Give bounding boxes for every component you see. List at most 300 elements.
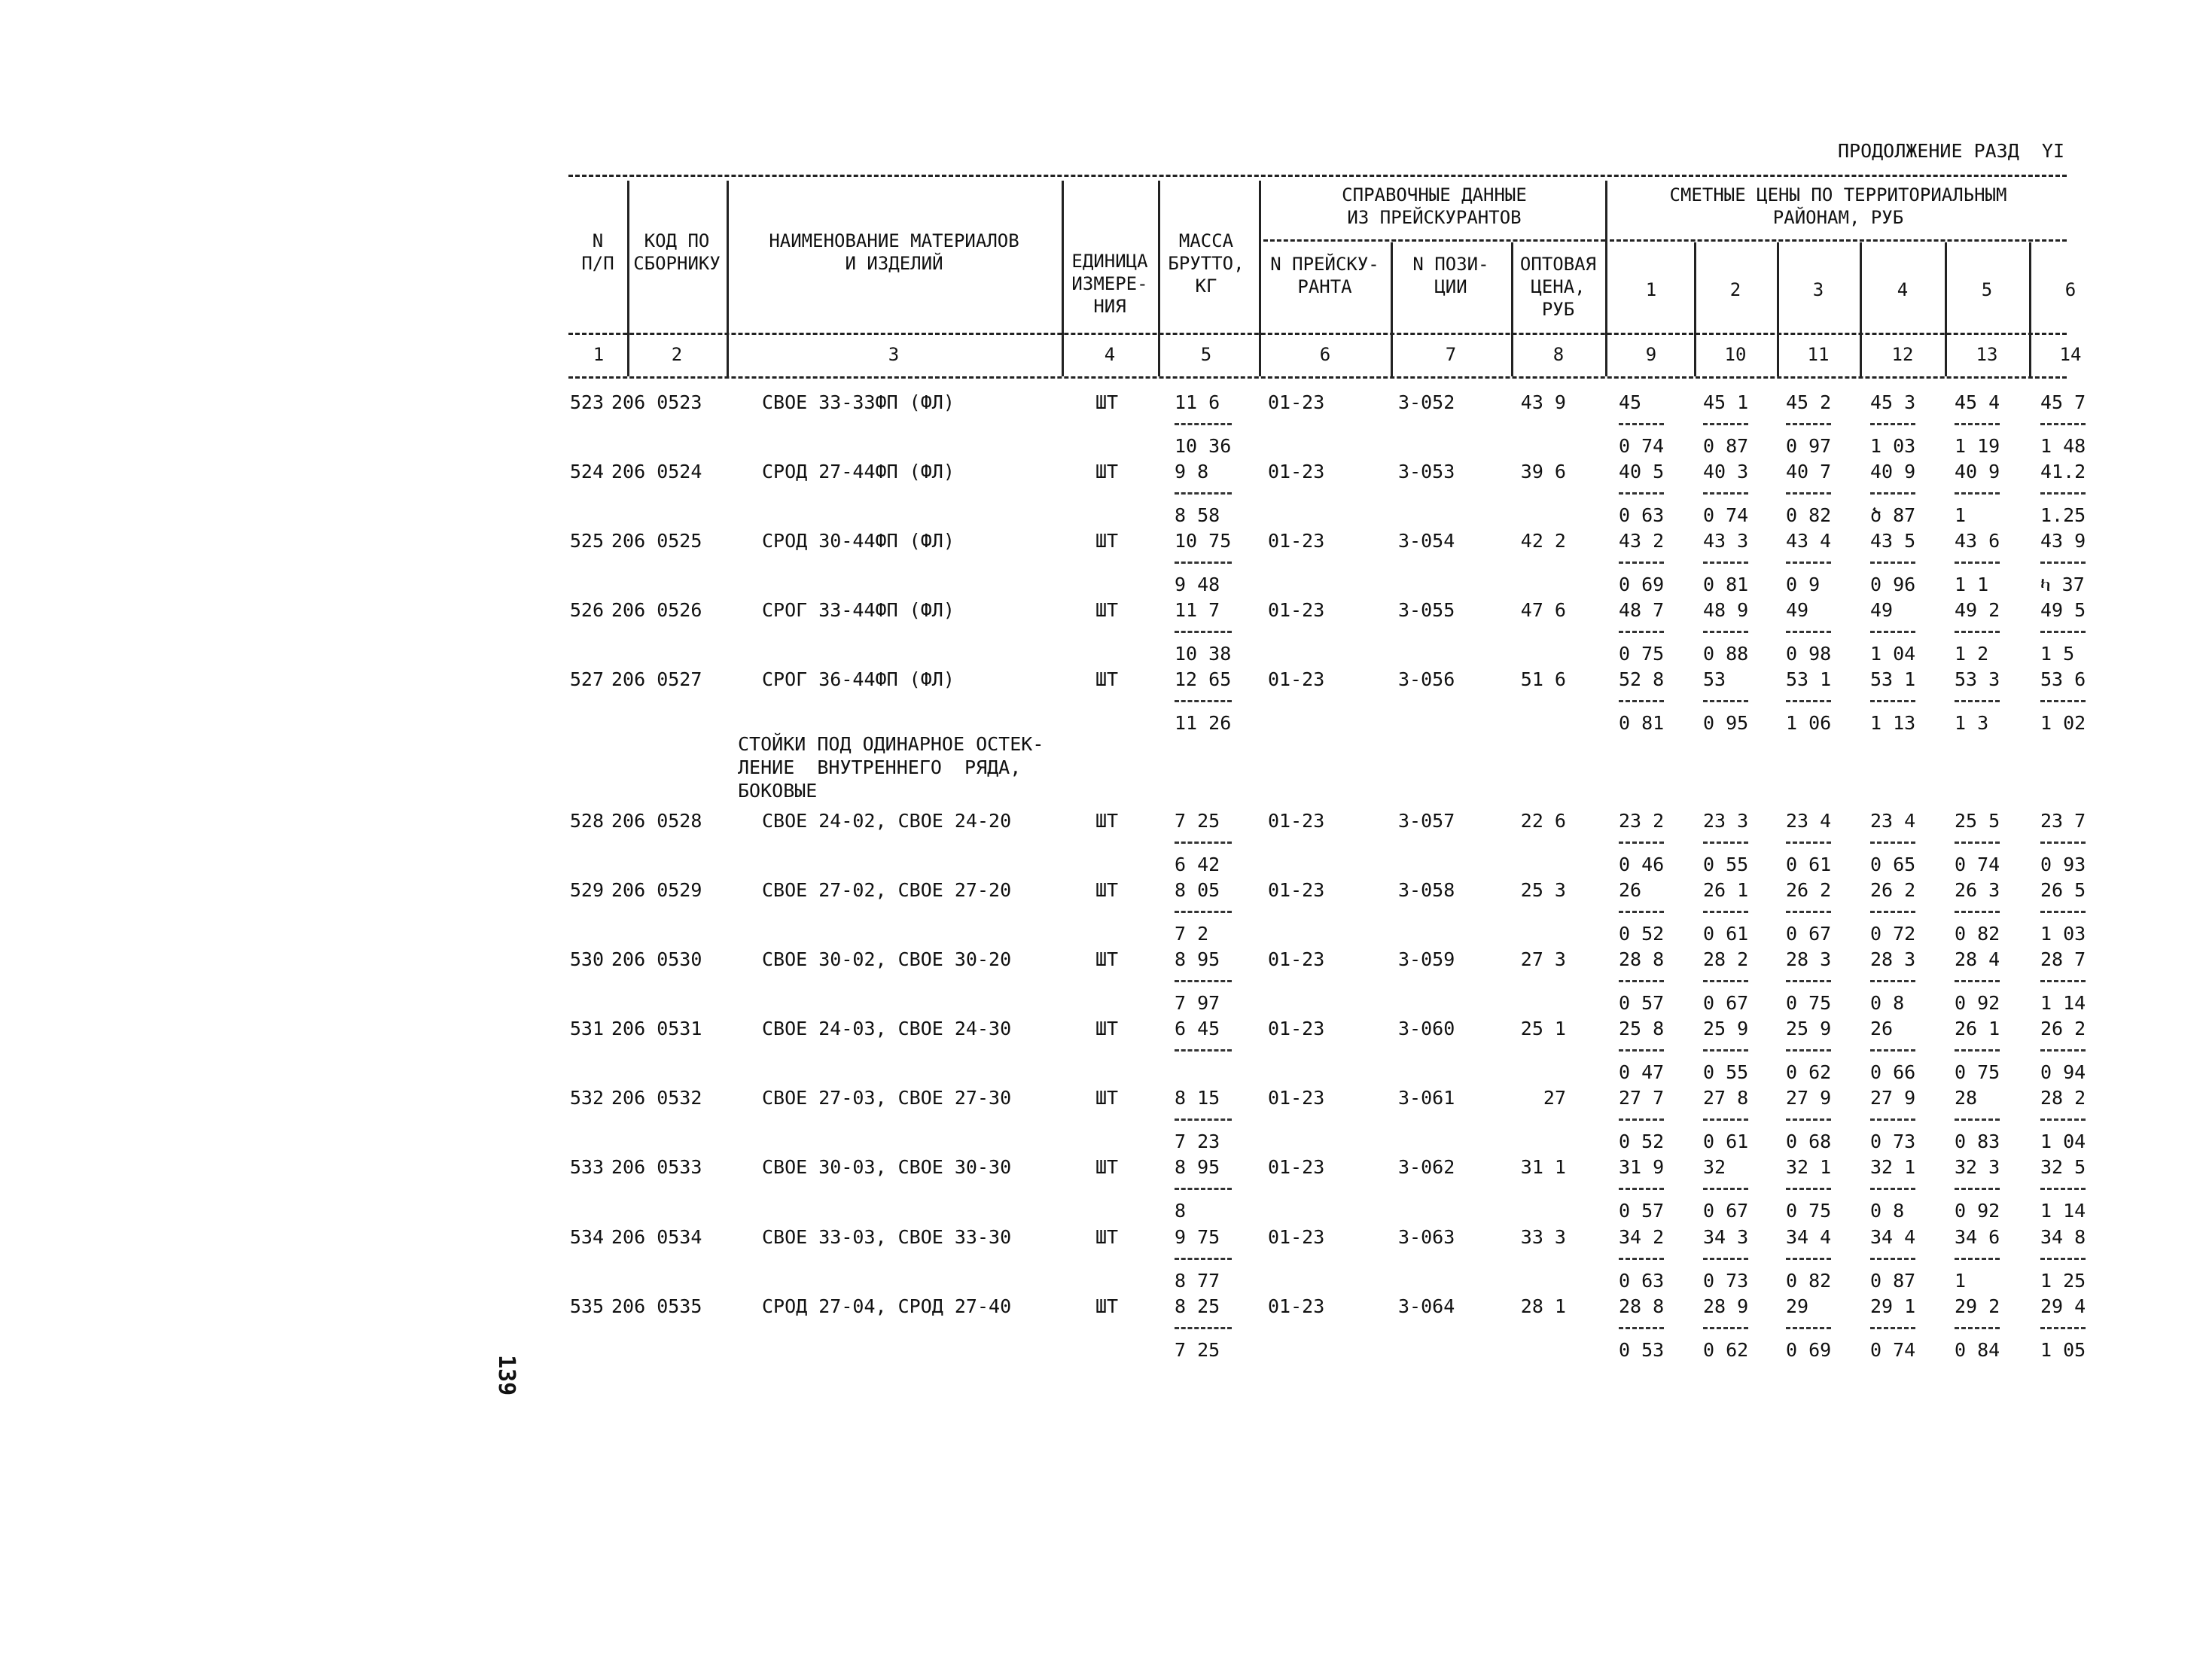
row-number: 523 xyxy=(569,391,604,413)
row-transport-district-5: 0 84 xyxy=(1955,1339,2000,1361)
fraction-bar xyxy=(1619,842,1664,844)
row-position: 3-055 xyxy=(1398,599,1455,621)
row-transport-district-6: 0 94 xyxy=(2040,1061,2086,1083)
fraction-bar xyxy=(1955,700,2000,702)
fraction-bar xyxy=(1786,911,1831,913)
fraction-bar xyxy=(1619,980,1664,982)
fraction-bar xyxy=(1175,1049,1232,1052)
row-position: 3-059 xyxy=(1398,948,1455,970)
row-transport-district-3: 0 67 xyxy=(1786,923,1832,945)
row-number: 533 xyxy=(569,1156,604,1178)
fraction-bar xyxy=(1175,1327,1232,1329)
row-mass: 10 75 xyxy=(1175,530,1232,552)
row-transport-district-5: 1 3 xyxy=(1955,712,1989,734)
row-price-district-4: 32 1 xyxy=(1870,1156,1916,1178)
row-price-district-1: 28 8 xyxy=(1619,948,1665,970)
district-number: 1 xyxy=(1645,279,1657,300)
row-transport-district-1: 0 75 xyxy=(1619,643,1665,665)
fraction-bar xyxy=(1786,631,1831,633)
row-price-district-5: 45 4 xyxy=(1955,391,2000,413)
row-price-district-5: 49 2 xyxy=(1955,599,2000,621)
row-transport-district-4: 0 8 xyxy=(1870,992,1905,1014)
row-transport-district-6: 0 93 xyxy=(2040,854,2086,875)
row-position: 3-057 xyxy=(1398,810,1455,832)
row-price-district-3: 23 4 xyxy=(1786,810,1832,832)
fraction-bar xyxy=(1955,1118,2000,1121)
row-transport-district-1: 0 69 xyxy=(1619,574,1665,595)
row-price-district-4: 45 3 xyxy=(1870,391,1916,413)
fraction-bar xyxy=(1955,911,2000,913)
price-group-rule xyxy=(1610,239,2067,242)
row-transport-district-1: 0 53 xyxy=(1619,1339,1665,1361)
fraction-bar xyxy=(1870,1049,1915,1052)
fraction-bar xyxy=(1619,700,1664,702)
row-transport-district-5: 0 75 xyxy=(1955,1061,2000,1083)
row-price-district-2: 26 1 xyxy=(1703,879,1749,901)
row-code: 206 0527 xyxy=(611,668,702,690)
row-name: СРОД 27-04, СРОД 27-40 xyxy=(762,1295,1012,1317)
row-transport-district-4: 1 13 xyxy=(1870,712,1916,734)
row-number: 534 xyxy=(569,1226,604,1248)
row-price-district-6: 28 7 xyxy=(2040,948,2086,970)
row-transport-district-6: 1 14 xyxy=(2040,992,2086,1014)
fraction-bar xyxy=(1703,492,1748,495)
fraction-bar xyxy=(1870,700,1915,702)
column-number: 8 xyxy=(1552,344,1565,365)
row-position: 3-063 xyxy=(1398,1226,1455,1248)
district-number: 6 xyxy=(2064,279,2077,300)
row-mass: 9 8 xyxy=(1175,461,1209,482)
row-position: 3-060 xyxy=(1398,1018,1455,1039)
row-pricelist: 01-23 xyxy=(1268,1087,1325,1109)
row-price-district-1: 27 7 xyxy=(1619,1087,1665,1109)
row-price-district-1: 23 2 xyxy=(1619,810,1665,832)
row-mass-secondary: 7 2 xyxy=(1175,923,1209,945)
row-price-district-6: 28 2 xyxy=(2040,1087,2086,1109)
row-mass-secondary: 9 48 xyxy=(1175,574,1220,595)
fraction-bar xyxy=(1703,911,1748,913)
row-unit: ШТ xyxy=(1095,530,1119,552)
row-price-district-5: 43 6 xyxy=(1955,530,2000,552)
row-price-district-3: 29 xyxy=(1786,1295,1809,1317)
continuation-label: ПРОДОЛЖЕНИЕ РАЗД YI xyxy=(1837,140,2064,162)
row-unit: ШТ xyxy=(1095,879,1119,901)
row-price-district-4: 49 xyxy=(1870,599,1894,621)
row-pricelist: 01-23 xyxy=(1268,391,1325,413)
column-number: 1 xyxy=(593,344,605,365)
row-unit: ШТ xyxy=(1095,1156,1119,1178)
row-mass-secondary: 8 58 xyxy=(1175,504,1220,526)
row-transport-district-4: 0 73 xyxy=(1870,1131,1916,1152)
row-transport-district-5: 1 1 xyxy=(1955,574,1989,595)
row-transport-district-4: 0 87 xyxy=(1870,1270,1916,1292)
row-number: 530 xyxy=(569,948,604,970)
row-unit: ШТ xyxy=(1095,599,1119,621)
row-price-district-4: 53 1 xyxy=(1870,668,1916,690)
row-transport-district-1: 0 52 xyxy=(1619,1131,1665,1152)
row-unit: ШТ xyxy=(1095,1226,1119,1248)
fraction-bar xyxy=(1955,1327,2000,1329)
row-price-district-5: 34 6 xyxy=(1955,1226,2000,1248)
row-number: 531 xyxy=(569,1018,604,1039)
fraction-bar xyxy=(2040,562,2086,564)
row-number: 529 xyxy=(569,879,604,901)
row-pricelist: 01-23 xyxy=(1268,668,1325,690)
fraction-bar xyxy=(1786,1188,1831,1190)
row-transport-district-4: 0 96 xyxy=(1870,574,1916,595)
fraction-bar xyxy=(1703,1118,1748,1121)
fraction-bar xyxy=(1955,1049,2000,1052)
row-wholesale: 22 6 xyxy=(1520,810,1566,832)
row-price-district-2: 27 8 xyxy=(1703,1087,1749,1109)
fraction-bar xyxy=(1703,562,1748,564)
fraction-bar xyxy=(1870,1258,1915,1260)
column-number: 2 xyxy=(671,344,683,365)
column-number: 7 xyxy=(1445,344,1457,365)
column-divider xyxy=(1694,242,1696,376)
row-price-district-6: 53 6 xyxy=(2040,668,2086,690)
row-price-district-4: 40 9 xyxy=(1870,461,1916,482)
row-name: СВОЕ 30-02, СВОЕ 30-20 xyxy=(762,948,1012,970)
row-transport-district-3: 0 61 xyxy=(1786,854,1832,875)
row-wholesale: 25 3 xyxy=(1520,879,1566,901)
fraction-bar xyxy=(1175,911,1232,913)
row-pricelist: 01-23 xyxy=(1268,1018,1325,1039)
row-price-district-3: 43 4 xyxy=(1786,530,1832,552)
row-transport-district-6: 1 25 xyxy=(2040,1270,2086,1292)
row-transport-district-5: 0 92 xyxy=(1955,992,2000,1014)
row-name: СВОЕ 27-02, СВОЕ 27-20 xyxy=(762,879,1012,901)
fraction-bar xyxy=(1870,562,1915,564)
row-pricelist: 01-23 xyxy=(1268,461,1325,482)
row-price-district-5: 53 3 xyxy=(1955,668,2000,690)
column-divider xyxy=(1777,242,1779,376)
fraction-bar xyxy=(1955,562,2000,564)
row-price-district-6: 26 2 xyxy=(2040,1018,2086,1039)
row-transport-district-6: 1 48 xyxy=(2040,435,2086,457)
row-price-district-1: 43 2 xyxy=(1619,530,1665,552)
row-price-district-6: 45 7 xyxy=(2040,391,2086,413)
column-number: 6 xyxy=(1319,344,1331,365)
row-position: 3-061 xyxy=(1398,1087,1455,1109)
row-transport-district-3: 0 98 xyxy=(1786,643,1832,665)
row-transport-district-4: ծ 87 xyxy=(1870,504,1916,526)
row-transport-district-5: 0 83 xyxy=(1955,1131,2000,1152)
row-transport-district-2: 0 81 xyxy=(1703,574,1749,595)
fraction-bar xyxy=(1619,1327,1664,1329)
row-transport-district-6: ካ 37 xyxy=(2040,574,2085,595)
row-price-district-3: 25 9 xyxy=(1786,1018,1832,1039)
row-code: 206 0531 xyxy=(611,1018,702,1039)
row-wholesale: 27 xyxy=(1543,1087,1566,1109)
row-pricelist: 01-23 xyxy=(1268,810,1325,832)
fraction-bar xyxy=(1175,1258,1232,1260)
fraction-bar xyxy=(1870,1327,1915,1329)
row-price-district-2: 23 3 xyxy=(1703,810,1749,832)
fraction-bar xyxy=(1703,1258,1748,1260)
row-mass: 7 25 xyxy=(1175,810,1220,832)
row-price-district-1: 48 7 xyxy=(1619,599,1665,621)
row-transport-district-6: 1.25 xyxy=(2040,504,2086,526)
row-price-district-5: 40 9 xyxy=(1955,461,2000,482)
header-code: КОД ПО СБОРНИКУ xyxy=(633,230,721,274)
fraction-bar xyxy=(1870,423,1915,425)
row-position: 3-064 xyxy=(1398,1295,1455,1317)
row-code: 206 0532 xyxy=(611,1087,702,1109)
row-unit: ШТ xyxy=(1095,391,1119,413)
row-transport-district-2: 0 55 xyxy=(1703,854,1749,875)
row-price-district-6: 34 8 xyxy=(2040,1226,2086,1248)
row-transport-district-3: 0 68 xyxy=(1786,1131,1832,1152)
fraction-bar xyxy=(1175,562,1232,564)
row-price-district-6: 23 7 xyxy=(2040,810,2086,832)
row-unit: ШТ xyxy=(1095,461,1119,482)
row-transport-district-1: 0 46 xyxy=(1619,854,1665,875)
row-price-district-6: 43 9 xyxy=(2040,530,2086,552)
row-transport-district-2: 0 62 xyxy=(1703,1339,1749,1361)
row-transport-district-1: 0 47 xyxy=(1619,1061,1665,1083)
fraction-bar xyxy=(1786,980,1831,982)
row-code: 206 0526 xyxy=(611,599,702,621)
row-price-district-5: 28 4 xyxy=(1955,948,2000,970)
fraction-bar xyxy=(1703,842,1748,844)
fraction-bar xyxy=(1870,911,1915,913)
fraction-bar xyxy=(1619,1188,1664,1190)
row-price-district-5: 28 xyxy=(1955,1087,1978,1109)
row-price-district-1: 28 8 xyxy=(1619,1295,1665,1317)
row-price-district-4: 26 xyxy=(1870,1018,1894,1039)
fraction-bar xyxy=(2040,423,2086,425)
row-price-district-2: 40 3 xyxy=(1703,461,1749,482)
row-price-district-4: 28 3 xyxy=(1870,948,1916,970)
fraction-bar xyxy=(1786,423,1831,425)
fraction-bar xyxy=(1870,1118,1915,1121)
page-number: 139 xyxy=(493,1355,520,1396)
row-price-district-1: 45 xyxy=(1619,391,1642,413)
header-pricelist: N ПРЕЙСКУ- РАНТА xyxy=(1270,254,1379,297)
row-transport-district-5: 0 82 xyxy=(1955,923,2000,945)
row-mass-secondary: 6 42 xyxy=(1175,854,1220,875)
row-position: 3-053 xyxy=(1398,461,1455,482)
row-transport-district-3: 0 75 xyxy=(1786,1200,1832,1222)
row-price-district-2: 43 3 xyxy=(1703,530,1749,552)
row-transport-district-2: 0 88 xyxy=(1703,643,1749,665)
row-transport-district-2: 0 55 xyxy=(1703,1061,1749,1083)
fraction-bar xyxy=(1175,492,1232,495)
column-divider xyxy=(727,181,729,376)
row-transport-district-5: 1 xyxy=(1955,1270,1967,1292)
fraction-bar xyxy=(2040,1258,2086,1260)
row-price-district-2: 53 xyxy=(1703,668,1726,690)
row-mass: 8 15 xyxy=(1175,1087,1220,1109)
row-code: 206 0525 xyxy=(611,530,702,552)
row-mass-secondary: 7 97 xyxy=(1175,992,1220,1014)
row-price-district-2: 34 3 xyxy=(1703,1226,1749,1248)
row-code: 206 0523 xyxy=(611,391,702,413)
row-transport-district-1: 0 74 xyxy=(1619,435,1665,457)
row-number: 527 xyxy=(569,668,604,690)
row-transport-district-3: 0 82 xyxy=(1786,504,1832,526)
fraction-bar xyxy=(1955,1188,2000,1190)
row-transport-district-4: 0 8 xyxy=(1870,1200,1905,1222)
row-transport-district-1: 0 57 xyxy=(1619,1200,1665,1222)
row-transport-district-5: 1 2 xyxy=(1955,643,1989,665)
row-price-district-3: 53 1 xyxy=(1786,668,1832,690)
fraction-bar xyxy=(1703,1049,1748,1052)
row-price-district-2: 32 xyxy=(1703,1156,1726,1178)
row-pricelist: 01-23 xyxy=(1268,1226,1325,1248)
row-mass: 8 95 xyxy=(1175,1156,1220,1178)
district-number: 2 xyxy=(1729,279,1741,300)
row-mass-secondary: 7 23 xyxy=(1175,1131,1220,1152)
row-transport-district-3: 1 06 xyxy=(1786,712,1832,734)
row-transport-district-6: 1 03 xyxy=(2040,923,2086,945)
fraction-bar xyxy=(1703,1188,1748,1190)
row-transport-district-4: 1 04 xyxy=(1870,643,1916,665)
row-price-district-3: 34 4 xyxy=(1786,1226,1832,1248)
row-code: 206 0530 xyxy=(611,948,702,970)
row-price-district-6: 26 5 xyxy=(2040,879,2086,901)
row-price-district-2: 28 9 xyxy=(1703,1295,1749,1317)
fraction-bar xyxy=(1175,700,1232,702)
row-mass-secondary: 8 77 xyxy=(1175,1270,1220,1292)
row-transport-district-1: 0 63 xyxy=(1619,504,1665,526)
row-transport-district-6: 1 5 xyxy=(2040,643,2075,665)
column-divider xyxy=(2029,242,2031,376)
fraction-bar xyxy=(1786,1118,1831,1121)
row-code: 206 0528 xyxy=(611,810,702,832)
row-price-district-1: 34 2 xyxy=(1619,1226,1665,1248)
fraction-bar xyxy=(1619,492,1664,495)
row-price-district-4: 34 4 xyxy=(1870,1226,1916,1248)
fraction-bar xyxy=(1175,1118,1232,1121)
header-wholesale: ОПТОВАЯ ЦЕНА, РУБ xyxy=(1519,254,1597,320)
fraction-bar xyxy=(1703,631,1748,633)
row-unit: ШТ xyxy=(1095,810,1119,832)
row-price-district-1: 40 5 xyxy=(1619,461,1665,482)
row-transport-district-2: 0 61 xyxy=(1703,1131,1749,1152)
row-name: СВОЕ 30-03, СВОЕ 30-30 xyxy=(762,1156,1012,1178)
row-price-district-2: 25 9 xyxy=(1703,1018,1749,1039)
row-transport-district-2: 0 74 xyxy=(1703,504,1749,526)
row-price-district-5: 26 1 xyxy=(1955,1018,2000,1039)
row-number: 532 xyxy=(569,1087,604,1109)
row-price-district-1: 52 8 xyxy=(1619,668,1665,690)
row-transport-district-5: 0 92 xyxy=(1955,1200,2000,1222)
row-wholesale: 39 6 xyxy=(1520,461,1566,482)
column-number: 14 xyxy=(2059,344,2082,365)
row-mass-secondary: 10 36 xyxy=(1175,435,1232,457)
fraction-bar xyxy=(1703,423,1748,425)
row-name: СРОГ 33-44ФП (ФЛ) xyxy=(762,599,955,621)
row-wholesale: 42 2 xyxy=(1520,530,1566,552)
row-price-district-3: 26 2 xyxy=(1786,879,1832,901)
fraction-bar xyxy=(2040,1118,2086,1121)
row-transport-district-3: 0 75 xyxy=(1786,992,1832,1014)
fraction-bar xyxy=(1955,980,2000,982)
row-number: 525 xyxy=(569,530,604,552)
row-mass-secondary: 8 xyxy=(1175,1200,1187,1222)
column-divider xyxy=(1860,242,1862,376)
header-num: N П/П xyxy=(581,230,614,274)
row-unit: ШТ xyxy=(1095,1018,1119,1039)
row-name: СВОЕ 27-03, СВОЕ 27-30 xyxy=(762,1087,1012,1109)
row-name: СРОД 30-44ФП (ФЛ) xyxy=(762,530,955,552)
section-heading: СТОЙКИ ПОД ОДИНАРНОЕ ОСТЕК- ЛЕНИЕ ВНУТРЕННЕГО РЯДА, БОКОВЫЕ xyxy=(738,733,1044,802)
fraction-bar xyxy=(1786,700,1831,702)
fraction-bar xyxy=(1619,562,1664,564)
column-divider xyxy=(1605,181,1607,376)
fraction-bar xyxy=(1703,980,1748,982)
row-name: СВОЕ 33-03, СВОЕ 33-30 xyxy=(762,1226,1012,1248)
row-name: СВОЕ 24-02, СВОЕ 24-20 xyxy=(762,810,1012,832)
row-unit: ШТ xyxy=(1095,948,1119,970)
district-number: 4 xyxy=(1897,279,1909,300)
row-position: 3-052 xyxy=(1398,391,1455,413)
row-name: СРОГ 36-44ФП (ФЛ) xyxy=(762,668,955,690)
row-transport-district-1: 0 57 xyxy=(1619,992,1665,1014)
row-position: 3-062 xyxy=(1398,1156,1455,1178)
fraction-bar xyxy=(1619,423,1664,425)
column-number: 4 xyxy=(1104,344,1116,365)
row-price-district-1: 26 xyxy=(1619,879,1642,901)
row-transport-district-2: 0 61 xyxy=(1703,923,1749,945)
fraction-bar xyxy=(1786,562,1831,564)
fraction-bar xyxy=(1786,1327,1831,1329)
row-transport-district-3: 0 9 xyxy=(1786,574,1821,595)
row-transport-district-4: 1 03 xyxy=(1870,435,1916,457)
fraction-bar xyxy=(1870,842,1915,844)
row-transport-district-1: 0 52 xyxy=(1619,923,1665,945)
row-price-district-2: 28 2 xyxy=(1703,948,1749,970)
row-pricelist: 01-23 xyxy=(1268,1295,1325,1317)
row-wholesale: 27 3 xyxy=(1520,948,1566,970)
row-price-district-4: 29 1 xyxy=(1870,1295,1916,1317)
row-number: 524 xyxy=(569,461,604,482)
row-transport-district-5: 0 74 xyxy=(1955,854,2000,875)
fraction-bar xyxy=(1703,1327,1748,1329)
fraction-bar xyxy=(2040,980,2086,982)
row-wholesale: 47 6 xyxy=(1520,599,1566,621)
row-mass-secondary: 11 26 xyxy=(1175,712,1232,734)
row-name: СВОЕ 24-03, СВОЕ 24-30 xyxy=(762,1018,1012,1039)
fraction-bar xyxy=(1870,980,1915,982)
fraction-bar xyxy=(1955,631,2000,633)
row-unit: ШТ xyxy=(1095,1295,1119,1317)
row-transport-district-2: 0 67 xyxy=(1703,1200,1749,1222)
row-price-district-1: 31 9 xyxy=(1619,1156,1665,1178)
row-transport-district-6: 1 02 xyxy=(2040,712,2086,734)
header-unit: ЕДИНИЦА ИЗМЕРЕ- НИЯ xyxy=(1071,251,1148,317)
row-price-district-5: 26 3 xyxy=(1955,879,2000,901)
district-number: 3 xyxy=(1812,279,1824,300)
row-transport-district-2: 0 73 xyxy=(1703,1270,1749,1292)
row-transport-district-1: 0 63 xyxy=(1619,1270,1665,1292)
row-mass: 8 25 xyxy=(1175,1295,1220,1317)
fraction-bar xyxy=(2040,492,2086,495)
column-number: 9 xyxy=(1645,344,1657,365)
row-price-district-3: 45 2 xyxy=(1786,391,1832,413)
fraction-bar xyxy=(1786,1049,1831,1052)
row-pricelist: 01-23 xyxy=(1268,879,1325,901)
row-price-district-5: 25 5 xyxy=(1955,810,2000,832)
row-price-district-3: 40 7 xyxy=(1786,461,1832,482)
row-transport-district-6: 1 04 xyxy=(2040,1131,2086,1152)
row-mass: 11 6 xyxy=(1175,391,1220,413)
row-number: 528 xyxy=(569,810,604,832)
row-transport-district-3: 0 97 xyxy=(1786,435,1832,457)
ref-group-rule xyxy=(1263,239,1605,242)
